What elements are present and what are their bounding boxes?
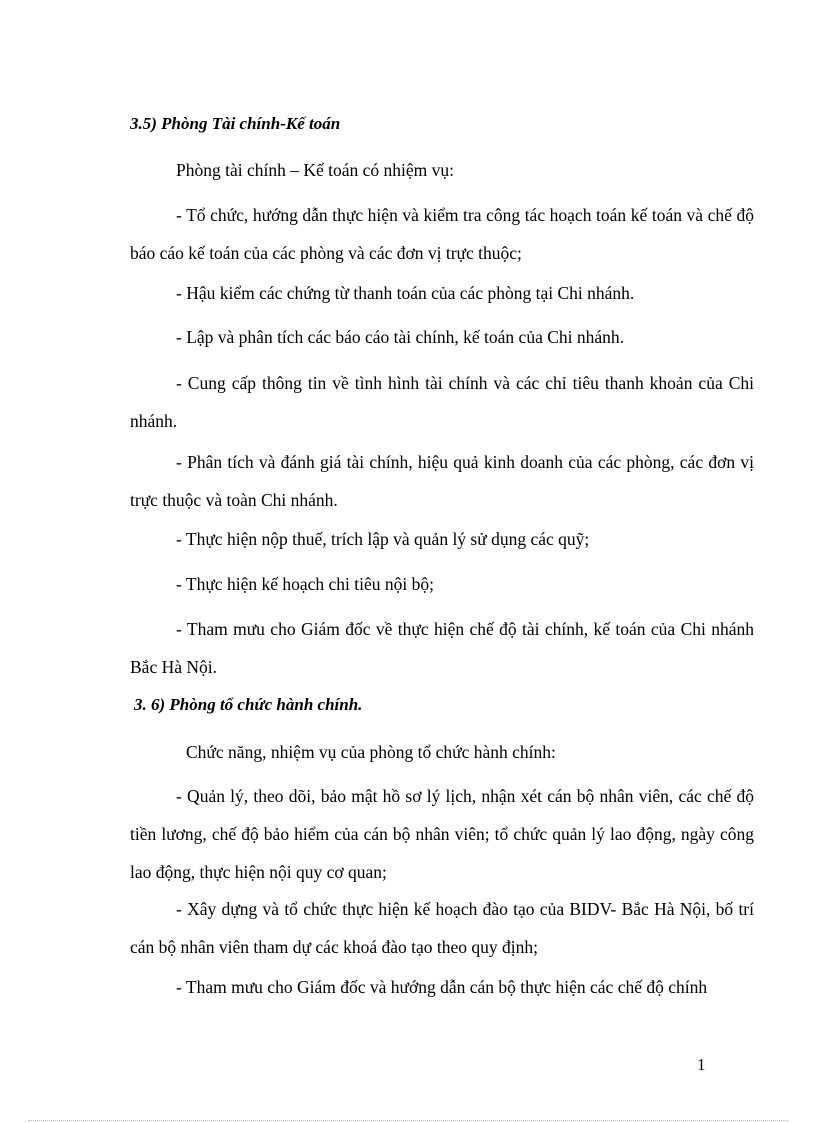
section-3-5-item-2: - Hậu kiểm các chứng từ thanh toán của các phòng tại Chi nhánh. (176, 283, 635, 303)
section-3-5-item-4: - Cung cấp thông tin về tình hình tài chính và các chỉ tiêu thanh khoản của Chi nhánh. (130, 373, 754, 431)
section-3-6-item-3: - Tham mưu cho Giám đốc và hướng dẫn cán bộ thực hiện các chế độ chính (176, 977, 708, 997)
section-3-5-item-1: - Tổ chức, hướng dẫn thực hiện và kiểm tra công tác hoạch toán kế toán và chế độ báo cáo kế toán của các phòng và các đơn vị trực thuộc; (130, 205, 754, 263)
section-3-5-item-3: - Lập và phân tích các báo cáo tài chính, kế toán của Chi nhánh. (176, 327, 625, 347)
section-3-5-heading: 3.5) Phòng Tài chính-Kế toán (130, 114, 341, 133)
section-3-5-item-5: - Phân tích và đánh giá tài chính, hiệu quả kinh doanh của các phòng, các đơn vị trực thuộc và toàn Chi nhánh. (130, 452, 754, 510)
section-3-6-intro: Chức năng, nhiệm vụ của phòng tổ chức hành chính: (186, 742, 556, 762)
footer-divider (28, 1120, 788, 1121)
page-number: 1 (697, 1055, 706, 1074)
section-3-5-item-8: - Tham mưu cho Giám đốc về thực hiện chế độ tài chính, kế toán của Chi nhánh Bắc Hà Nội. (130, 619, 754, 677)
section-3-6-item-1: - Quản lý, theo dõi, bảo mật hồ sơ lý lịch, nhận xét cán bộ nhân viên, các chế độ tiền lương, chế độ bảo hiểm của cán bộ nhân viên; tổ chức quản lý lao động, ngày công lao động, thực hiện nội quy cơ quan; (130, 786, 754, 882)
section-3-5-item-6: - Thực hiện nộp thuế, trích lập và quản lý sử dụng các quỹ; (176, 529, 590, 549)
section-3-6-item-2: - Xây dựng và tổ chức thực hiện kế hoạch đào tạo của BIDV- Bắc Hà Nội, bố trí cán bộ nhân viên tham dự các khoá đào tạo theo quy định; (130, 899, 754, 957)
section-3-5-item-7: - Thực hiện kế hoạch chi tiêu nội bộ; (176, 574, 434, 594)
section-3-6-heading: 3. 6) Phòng tổ chức hành chính. (134, 695, 363, 714)
section-3-5-intro: Phòng tài chính – Kế toán có nhiệm vụ: (176, 160, 455, 180)
